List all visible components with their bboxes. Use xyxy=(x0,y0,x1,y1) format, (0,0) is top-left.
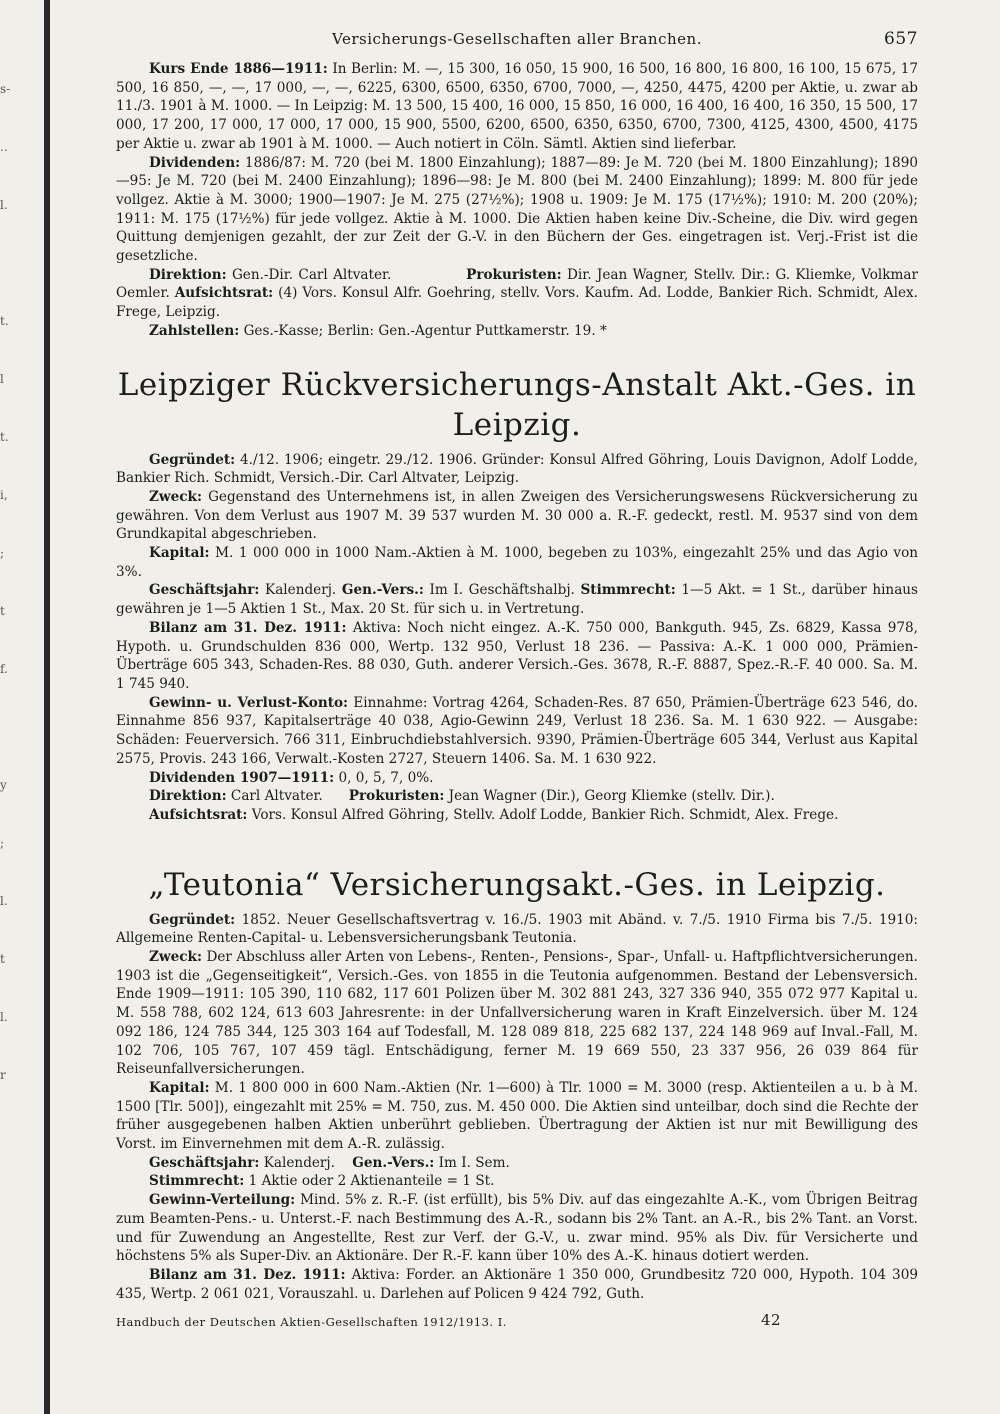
zweck-text-3: Der Abschluss aller Arten von Lebens-, Renten-, Pensions-, Spar-, Unfall- u. Haftpflichtversicherungen. 1903 ist die „Gegenseitigkeit“, Versich.-Ges. von 1855 in die Teutonia aufgenommen. Bestand der Lebensversich. Ende 1909—1911: 105 390, 110 682, 117 601 Polizen über M. 302 881 243, 327 336 940, 355 072 977 Kapital u. M. 558 788, 602 124, 613 603 Jahresrente: in der Unfallversicherung waren in Kraft Einzelversich. über M. 124 092 186, 124 785 344, 125 303 164 auf Todesfall, M. 128 089 818, 225 682 137, 224 148 969 auf Inval.-Fall, M. 102 706, 105 767, 107 459 tägl. Entschädigung, ferner M. 19 669 550, 23 337 956, 26 039 864 für Reiseunfallversicherungen. xyxy=(116,949,919,1078)
running-title: Versicherungs-Gesellschaften aller Branchen. xyxy=(332,30,702,48)
margin-marks xyxy=(0,60,14,1394)
zahlstellen-label: Zahlstellen: xyxy=(149,322,240,339)
document-page xyxy=(116,30,918,1332)
gewinn-verlust-text: Einnahme: Vortrag 4264, Schaden-Res. 87 650, Prämien-Überträge 623 546, do. Einnahme 856 937, Kapitalserträge 40 038, Agio-Gewinn 249, Verlust 18 236. Sa. M. 1 630 922. — Ausgabe: Schäden: Feuerversich. 766 311, Einbruchdiebstahlversich. 9390, Prämien-Überträge 605 344, Verlust aus Kapital 2575, Provis. 243 166, Verwalt.-Kosten 2727, Steuern 1406. Sa. M. 1 630 922. xyxy=(116,694,918,767)
gegruendet-text: 4./12. 1906; eingetr. 29./12. 1906. Gründer: Konsul Alfred Göhring, Louis Davignon, Adolf Lodde, Bankier Rich. Schmidt, Versich.-Dir. Carl Altvater, Leipzig. xyxy=(116,451,919,487)
direktion-label: Direktion: xyxy=(149,266,227,283)
margin-mark: t. xyxy=(0,430,9,444)
margin-mark: l xyxy=(0,372,4,386)
scan-binding-edge xyxy=(44,0,50,1414)
section-heading-teutonia: „Teutonia“ Versicherungsakt.-Ges. in Leipzig. xyxy=(148,866,886,903)
prokuristen-text-2: Jean Wagner (Dir.), Georg Kliemke (stellv. Dir.). xyxy=(448,788,775,805)
gen-vers-text-3: Im I. Sem. xyxy=(438,1154,510,1171)
signature-number: 42 xyxy=(761,1311,782,1330)
zweck-paragraph xyxy=(116,488,918,544)
direktion-text-2: Carl Altvater. xyxy=(230,788,323,805)
zweck-paragraph-3 xyxy=(116,948,918,1079)
margin-mark xyxy=(0,1278,14,1336)
margin-mark: ; xyxy=(0,836,5,850)
margin-mark xyxy=(0,1220,14,1278)
zahlstellen-paragraph xyxy=(116,322,918,341)
bilanz-paragraph-3 xyxy=(116,1266,918,1303)
bilanz-text-3: Aktiva: Forder. an Aktionäre 1 350 000, Grundbesitz 720 000, Hypoth. 104 309 435, Wertp. 2 061 021, Vorauszahl. u. Darlehen auf Policen 9 424 792, Guth. xyxy=(116,1266,918,1302)
gewinn-verlust-paragraph xyxy=(116,694,918,769)
kapital-label-3: Kapital: xyxy=(149,1079,210,1096)
gewinn-verlust-label: Gewinn- u. Verlust-Konto: xyxy=(149,694,349,711)
gen-vers-label: Gen.-Vers.: xyxy=(341,582,424,599)
direktion-paragraph xyxy=(116,266,918,322)
zweck-label: Zweck: xyxy=(149,488,202,505)
page-footer xyxy=(116,1313,918,1332)
margin-mark: r xyxy=(0,1068,6,1082)
dividenden-text: 1886/87: M. 720 (bei M. 1800 Einzahlung); 1887—89: Je M. 720 (bei M. 1800 Einzahlung); 1890—95: Je M. 720 (bei M. 2400 Einzahlung); 1896—98: Je M. 800 (bei M. 2400 Einzahlung); 1899: M. 800 für jede vollgez. Aktie à M. 3000; 1900—1907: Je M. 275 (27½%); 1908 u. 1909: Je M. 175 (17½%); 1910: M. 200 (20%); 1911: M. 175 (17½%) für jede vollgez. Aktie à M. 1000. Die Aktien haben keine Div.-Scheine, die Div. wird gegen Quittung demjenigen gezahlt, der zur Zeit der G.-V. in den Büchern der Ges. eingetragen ist. Verj.-Frist ist die gesetzliche. xyxy=(116,154,918,265)
margin-mark: f. xyxy=(0,662,8,676)
geschaeftsjahr-paragraph xyxy=(116,581,918,618)
direktion-text: Gen.-Dir. Carl Altvater. xyxy=(231,266,392,283)
margin-mark: l. xyxy=(0,198,8,212)
margin-mark: ; xyxy=(0,546,5,560)
stimmrecht-paragraph-3 xyxy=(116,1172,918,1191)
gegruendet-label: Gegründet: xyxy=(149,451,236,468)
kapital-label: Kapital: xyxy=(149,545,210,562)
aufsichtsrat-label: Aufsichtsrat: xyxy=(174,285,274,302)
geschaeftsjahr-label: Geschäftsjahr: xyxy=(149,582,260,599)
kurs-paragraph xyxy=(116,60,918,154)
gewinn-verteilung-paragraph xyxy=(116,1191,918,1266)
bilanz-label-3: Bilanz am 31. Dez. 1911: xyxy=(149,1266,346,1283)
gen-vers-text: Im I. Geschäftshalbj. xyxy=(429,582,575,599)
geschaeftsjahr-text: Kalenderj. xyxy=(265,582,337,599)
margin-mark: s- xyxy=(0,82,11,96)
geschaeftsjahr-paragraph-3 xyxy=(116,1154,918,1173)
dividenden-label-2: Dividenden 1907—1911: xyxy=(149,769,335,786)
gewinn-verteilung-label: Gewinn-Verteilung: xyxy=(149,1192,296,1209)
gegruendet-paragraph xyxy=(116,451,918,488)
page-header xyxy=(116,30,918,60)
margin-mark: t xyxy=(0,604,5,618)
direktion-paragraph-2 xyxy=(116,787,918,806)
gewinn-verteilung-text: Mind. 5% z. R.-F. (ist erfüllt), bis 5% Div. auf das eingezahlte A.-K., vom Übrigen Beitrag zum Beamten-Pens.- u. Unterst.-F. nach Bestimmung des A.-R., sodann bis 2% Tant. an A.-R., bis 2% Tant. an Vorst. und für Zuwendung an Angestellte, Rest zur Verf. der G.-V., u. zwar mind. 95% als Div. für Versicherte und höchstens 5% als Super-Div. an Aktionäre. Der R.-F. kann über 10% des A.-K. hinaus dotiert werden. xyxy=(116,1192,918,1265)
aufsichtsrat-text-2: Vors. Konsul Alfred Göhring, Stellv. Adolf Lodde, Bankier Rich. Schmidt, Alex. Frege. xyxy=(251,806,839,823)
bilanz-label: Bilanz am 31. Dez. 1911: xyxy=(149,619,347,636)
stimmrecht-label-3: Stimmrecht: xyxy=(149,1173,245,1190)
bilanz-text: Aktiva: Noch nicht eingez. A.-K. 750 000, Bankguth. 945, Zs. 6829, Kassa 978, Hypoth. u. Grundschulden 836 000, Wertp. 132 950, Verlust 18 236. — Passiva: A.-K. 1 000 000, Prämien-Überträge 605 343, Schaden-Res. 88 030, Guth. anderer Versich.-Ges. 3678, R.-F. 8887, Spez.-R.-F. 40 000. Sa. M. 1 745 940. xyxy=(116,619,919,692)
kapital-paragraph xyxy=(116,544,918,581)
stimmrecht-text-3: 1 Aktie oder 2 Aktienanteile = 1 St. xyxy=(248,1173,495,1190)
kurs-label: Kurs Ende 1886—1911: xyxy=(149,61,328,77)
gen-vers-label-3: Gen.-Vers.: xyxy=(352,1154,435,1171)
dividenden-paragraph-2 xyxy=(116,769,918,788)
margin-mark: l. xyxy=(0,894,8,908)
prokuristen-label: Prokuristen: xyxy=(466,266,562,283)
margin-mark: i, xyxy=(0,488,8,502)
gegruendet-text-3: 1852. Neuer Gesellschaftsvertrag v. 16./5. 1903 mit Abänd. v. 7./5. 1910 Firma bis 7./5. 1910: Allgemeine Renten-Capital- u. Lebensversicherungsbank Teutonia. xyxy=(116,911,918,947)
kapital-text: M. 1 000 000 in 1000 Nam.-Aktien à M. 1000, begeben zu 103%, eingezahlt 25% und das Agio von 3%. xyxy=(116,545,919,580)
stimmrecht-text: 1—5 Akt. = 1 St., darüber hinaus gewähren je 1—5 Aktien 1 St., Max. 20 St. für sich u. in Vertretung. xyxy=(116,582,919,618)
margin-mark: .. xyxy=(0,140,8,154)
section-heading-leipziger-rueckversicherung: Leipziger Rückversicherungs-Anstalt Akt.-Ges. in Leipzig. xyxy=(117,366,917,443)
margin-mark: l. xyxy=(0,1010,8,1024)
geschaeftsjahr-text-3: Kalenderj. xyxy=(263,1154,335,1171)
kapital-paragraph-3 xyxy=(116,1079,918,1154)
footer-text: Handbuch der Deutschen Aktien-Gesellschaften 1912/1913. I. xyxy=(116,1315,507,1330)
dividenden-label: Dividenden: xyxy=(149,154,241,171)
page-number: 657 xyxy=(884,29,918,49)
zahlstellen-text: Ges.-Kasse; Berlin: Gen.-Agentur Puttkamerstr. 19. * xyxy=(243,322,607,339)
direktion-label-2: Direktion: xyxy=(149,788,227,805)
zweck-label-3: Zweck: xyxy=(149,949,202,966)
dividenden-text-2: 0, 0, 5, 7, 0%. xyxy=(338,769,434,786)
aufsichtsrat-paragraph-2 xyxy=(116,806,918,825)
gegruendet-label-3: Gegründet: xyxy=(149,911,236,928)
margin-mark xyxy=(0,1336,14,1394)
geschaeftsjahr-label-3: Geschäftsjahr: xyxy=(149,1154,260,1171)
margin-mark xyxy=(0,698,14,756)
dividenden-paragraph xyxy=(116,154,918,266)
zweck-text: Gegenstand des Unternehmens ist, in allen Zweigen des Versicherungswesens Rückversicherung zu gewähren. Von dem Verlust aus 1907 M. 39 537 wurden M. 30 000 a. R.-F. gedeckt, restl. M. 9537 sind von dem Grundkapital abgeschrieben. xyxy=(116,488,918,543)
prokuristen-label-2: Prokuristen: xyxy=(348,788,445,805)
kapital-text-3: M. 1 800 000 in 600 Nam.-Aktien (Nr. 1—600) à Tlr. 1000 = M. 3000 (resp. Aktienteilen a u. b à M. 1500 [Tlr. 500]), eingezahlt mit 25% = M. 750, zus. M. 450 000. Die Aktien sind unteilbar, doch sind die Rechte der früher ausgegebenen halben Aktien unberührt geblieben. Übertragung der Aktien ist nur mit Bewilligung des Vorst. im Einvernehmen mit dem A.-R. zulässig. xyxy=(116,1079,918,1153)
aufsichtsrat-text: (4) Vors. Konsul Alfr. Goehring, stellv. Vors. Kaufm. Ad. Lodde, Bankier Rich. Schmidt, Alex. Frege, Leipzig. xyxy=(116,285,919,321)
margin-mark: t. xyxy=(0,314,9,328)
margin-mark xyxy=(0,1162,14,1220)
margin-mark: y xyxy=(0,778,7,792)
stimmrecht-label: Stimmrecht: xyxy=(580,582,676,599)
kurs-text: In Berlin: M. —, 15 300, 16 050, 15 900, 16 500, 16 800, 16 800, 16 100, 15 675, 17 500, 16 850, —, —, 17 000, —, —, 6225, 6300, 6500, 6350, 6700, 7000, —, 4250, 4475, 4200 per Aktie, u. zwar ab 11./3. 1901 à M. 1000. — In Leipzig: M. 13 500, 15 400, 16 000, 15 850, 16 000, 16 400, 16 400, 16 350, 15 500, 17 000, 17 200, 17 000, 17 000, 17 000, 15 900, 5500, 6200, 6500, 6350, 6350, 6700, 7300, 4125, 4300, 4500, 4175 per Aktie u. zwar ab 1901 à M. 1000. — Auch notiert in Cöln. Sämtl. Aktien sind lieferbar. xyxy=(116,61,918,152)
gegruendet-paragraph-3 xyxy=(116,911,918,948)
prokuristen-text: Dir. Jean Wagner, Stellv. Dir.: G. Kliemke, Volkmar Oemler. xyxy=(116,266,918,302)
margin-mark: t xyxy=(0,952,5,966)
margin-mark xyxy=(0,234,14,292)
bilanz-paragraph xyxy=(116,619,918,694)
aufsichtsrat-label-2: Aufsichtsrat: xyxy=(149,806,248,823)
margin-mark xyxy=(0,1104,14,1162)
